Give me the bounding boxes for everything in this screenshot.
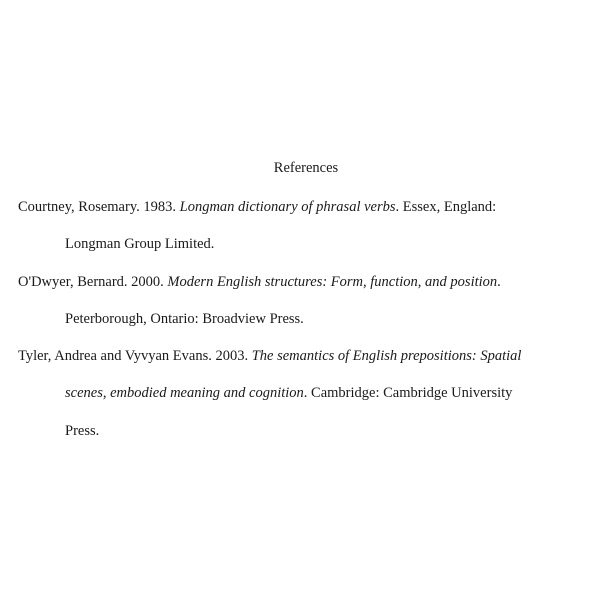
reference-1-line-2 — [18, 233, 592, 270]
reference-3-line-2 — [18, 382, 592, 419]
reference-3-line-1 — [18, 345, 592, 382]
reference-3-author-year: Tyler, Andrea and Vyvyan Evans. 2003. — [18, 348, 252, 365]
reference-1-publisher: Longman Group Limited. — [65, 236, 215, 253]
reference-1-author-year: Courtney, Rosemary. 1983. — [18, 199, 180, 215]
reference-3-publisher-end: Press. — [65, 422, 100, 439]
reference-2-author-year: O'Dwyer, Bernard. 2000. — [18, 273, 168, 290]
reference-3-line-3 — [18, 420, 592, 457]
reference-3-title-start: The semantics of English prepositions: Spatial — [251, 348, 522, 365]
reference-list — [18, 196, 592, 457]
reference-1-title: Longman dictionary of phrasal verbs — [179, 199, 396, 215]
reference-1-publisher-start: . Essex, England: — [395, 199, 497, 215]
reference-3-publisher-start: . Cambridge: Cambridge University — [303, 385, 513, 402]
reference-2-publisher: Peterborough, Ontario: Broadview Press. — [65, 310, 304, 327]
reference-3-title-end: scenes, embodied meaning and cognition — [65, 385, 304, 402]
reference-2-title: Modern English structures: Form, function, and position — [167, 273, 498, 290]
reference-2-line-1 — [18, 271, 592, 308]
reference-1-line-1 — [18, 196, 592, 233]
reference-2-line-2 — [18, 308, 592, 345]
references-heading: References — [273, 160, 339, 176]
reference-2-title-end: . — [497, 273, 501, 290]
